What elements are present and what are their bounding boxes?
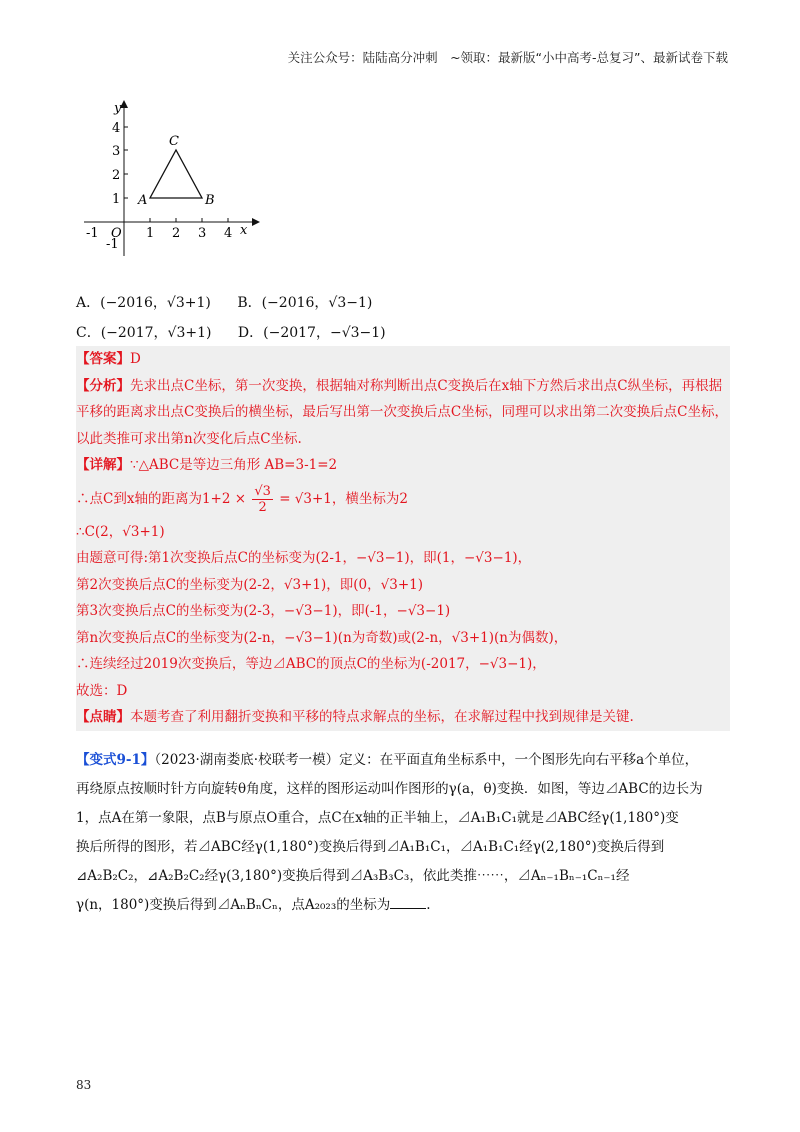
x-tick-2: 2: [172, 226, 181, 241]
variant-text-6: γ(n，180°)变换后得到⊿AₙBₙCₙ，点A₂₀₂₃的坐标为: [76, 897, 391, 913]
fraction-numerator: √3: [254, 483, 271, 499]
detail-text-2b: = √3+1，横坐标为2: [279, 490, 408, 507]
y-tick-3: 3: [112, 144, 121, 159]
x-tick-4: 4: [224, 226, 233, 241]
detail-text-2a: ∴点C到x轴的距离为1+2 ×: [76, 490, 247, 507]
detail-line-9: 故选：D: [76, 682, 128, 699]
comment-text: 本题考查了利用翻折变换和平移的特点求解点的坐标，在求解过程中找到规律是关键.: [130, 709, 634, 725]
option-a: A．(−2016，√3+1): [76, 295, 211, 311]
variant-line-4: 换后所得的图形，若⊿ABC经γ(1,180°)变换后得到⊿A₁B₁C₁，⊿A₁B₁C₁经γ(2,180°)变换后得到: [76, 839, 665, 855]
point-a-label: A: [138, 193, 148, 208]
origin-label: O: [111, 226, 122, 241]
answer-options: [76, 288, 408, 348]
fraction-denominator: 2: [258, 499, 267, 515]
variant-text-1: （2023·湖南娄底·校联考一模）定义：在平面直角坐标系中，一个图形先向右平移a个单位，: [154, 752, 699, 768]
detail-line-2: [76, 479, 730, 519]
detail-line-5: 第2次变换后点C的坐标变为(2-2，√3+1)，即(0，√3+1): [76, 576, 423, 593]
triangle-abc: [150, 150, 202, 198]
answer-line: [76, 346, 730, 373]
variant-question: [76, 746, 730, 920]
x-tick-3: 3: [198, 226, 207, 241]
analysis-paragraph: [76, 373, 730, 453]
detail-text-1: ∵△ABC是等边三角形 AB=3-1=2: [130, 457, 338, 473]
variant-tag: 【变式9-1】: [76, 752, 155, 768]
detail-line-1: [76, 452, 730, 479]
y-tick-4: 4: [112, 121, 121, 136]
variant-line-5: ⊿A₂B₂C₂，⊿A₂B₂C₂经γ(3,180°)变换后得到⊿A₃B₃C₃，依此类推⋯⋯，⊿Aₙ₋₁Bₙ₋₁Cₙ₋₁经: [76, 868, 630, 884]
comment-paragraph: [76, 704, 730, 731]
y-tick-neg1: -1: [106, 237, 119, 252]
option-c: C．(−2017，√3+1): [76, 325, 212, 341]
detail-line-7: 第n次变换后点C的坐标变为(2-n，−√3−1)(n为奇数)或(2-n，√3+1)(n为偶数)，: [76, 629, 568, 646]
detail-line-3: ∴C(2，√3+1): [76, 523, 165, 540]
variant-line-6: [76, 891, 730, 920]
analysis-tag: 【分析】: [76, 377, 130, 394]
y-label: y: [114, 101, 122, 116]
detail-tag: 【详解】: [76, 457, 130, 473]
x-axis-arrow: [252, 218, 260, 226]
answer-value: D: [130, 351, 141, 367]
option-b: B．(−2016，√3−1): [237, 295, 373, 311]
variant-line-1: [76, 746, 730, 775]
detail-line-8: ∴连续经过2019次变换后，等边⊿ABC的顶点C的坐标为(-2017，−√3−1)，: [76, 656, 546, 672]
analysis-text: 先求出点C坐标，第一次变换，根据轴对称判断出点C变换后在x轴下方然后求出点C纵坐标，再根据平移的距离求出点C变换后的横坐标，最后写出第一次变换后点C坐标，同理可以求出第二次变换后点C坐标，以此类推可求出第n次变化后点C坐标.: [76, 377, 728, 447]
solution-block: [76, 346, 730, 731]
y-tick-1: 1: [112, 192, 121, 207]
y-tick-2: 2: [112, 168, 121, 183]
x-label: x: [240, 223, 248, 238]
variant-line-3: 1，点A在第一象限，点B与原点O重合，点C在x轴的正半轴上，⊿A₁B₁C₁就是⊿ABC经γ(1,180°)变: [76, 810, 679, 826]
point-c-label: C: [169, 134, 179, 149]
point-b-label: B: [205, 193, 215, 208]
comment-tag: 【点睛】: [76, 709, 130, 725]
detail-line-6: 第3次变换后点C的坐标变为(2-3，−√3−1)，即(-1，−√3−1): [76, 603, 451, 619]
option-d: D．(−2017，−√3−1): [237, 325, 386, 341]
page-header: 关注公众号：陆陆高分冲刺 ~领取：最新版“小中高考-总复习”、最新试卷下载: [287, 50, 728, 65]
variant-text-6-end: .: [426, 897, 431, 913]
answer-tag: 【答案】: [76, 351, 130, 367]
coordinate-graph: [80, 96, 270, 264]
fraction-sqrt3-over-2: [252, 484, 273, 515]
x-tick-1: 1: [146, 226, 155, 241]
x-tick-neg1: -1: [86, 226, 99, 241]
page-number: 83: [76, 1078, 92, 1092]
answer-blank: [390, 896, 426, 909]
variant-line-2: 再绕原点按顺时针方向旋转θ角度，这样的图形运动叫作图形的γ(a，θ)变换．如图，等边⊿ABC的边长为: [76, 781, 703, 797]
detail-line-4: 由题意可得:第1次变换后点C的坐标变为(2-1，−√3−1)，即(1，−√3−1)，: [76, 550, 532, 566]
